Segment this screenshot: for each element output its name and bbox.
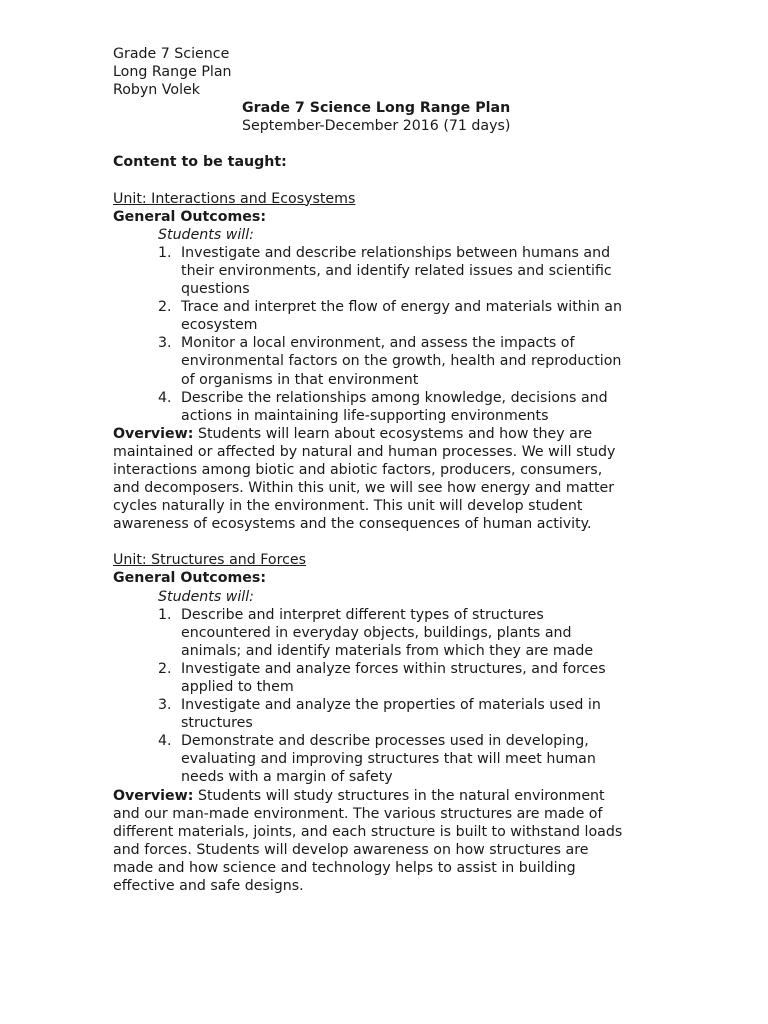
unit-title: Unit: Structures and Forces [113,552,307,569]
outcome-text-line: of organisms in that environment [181,371,419,388]
document-title: Grade 7 Science Long Range Plan [242,100,511,117]
header-author: Robyn Volek [113,82,200,99]
overview-label: Overview: [113,787,194,804]
outcome-item [113,732,658,786]
outcome-text-line: Demonstrate and describe processes used in developing, [181,733,589,750]
overview-text-line: effective and safe designs. [113,878,304,895]
header-course: Grade 7 Science [113,46,230,62]
document-subtitle: September-December 2016 (71 days) [242,118,511,135]
outcome-number: 2. [158,660,172,677]
overview-text-line: and decomposers. Within this unit, we will see how energy and matter [113,480,615,497]
outcome-text-line: applied to them [181,679,294,695]
outcome-text-line: their environments, and identify related issues and scientific [181,262,612,279]
overview-text-line: Students will learn about ecosystems and how they are [193,425,593,442]
header-plan: Long Range Plan [113,64,232,81]
overview-text-line: made and how science and technology helps to assist in building [113,859,576,876]
outcome-text-line: Describe and interpret different types of structures [181,606,544,623]
document-body [113,45,658,895]
overview-text-line: cycles naturally in the environment. This unit will develop student [113,498,583,515]
outcome-text-line: environmental factors on the growth, health and reproduction [181,353,622,370]
overview-text-line: maintained or affected by natural and human processes. We will study [113,443,616,460]
outcome-text-line: needs with a margin of safety [181,769,393,786]
overview-paragraph [113,787,658,896]
overview-text-line: interactions among biotic and abiotic factors, producers, consumers, [113,461,603,478]
outcomes-list [113,244,658,425]
outcome-number: 3. [158,697,172,714]
outcome-text-line: ecosystem [181,317,258,334]
students-will-label: Students will: [158,588,254,605]
general-outcomes-label: General Outcomes: [113,208,266,225]
overview-paragraph [113,425,658,534]
outcome-item [113,389,658,425]
outcome-item [113,606,658,660]
overview-text-line: Students will study structures in the natural environment [193,787,605,804]
outcome-number: 3. [158,335,172,352]
title-block [113,99,658,135]
outcome-number: 4. [158,733,172,750]
outcome-item [113,660,658,696]
overview-text-line: awareness of ecosystems and the consequences of human activity. [113,516,592,533]
outcome-number: 1. [158,606,172,623]
outcome-text-line: animals; and identify materials from which they are made [181,642,594,659]
outcome-text-line: encountered in everyday objects, buildings, plants and [181,624,572,641]
overview-label: Overview: [113,425,194,442]
outcome-item [113,334,658,388]
outcome-item [113,244,658,298]
unit-section [113,190,658,534]
outcome-text-line: evaluating and improving structures that will meet human [181,751,596,768]
outcome-text-line: actions in maintaining life-supporting environments [181,407,549,424]
outcome-number: 1. [158,244,172,261]
outcome-text-line: Monitor a local environment, and assess the impacts of [181,335,575,352]
overview-text-line: different materials, joints, and each structure is built to withstand loads [113,823,623,840]
outcome-number: 2. [158,299,172,316]
outcome-item [113,298,658,334]
outcome-text-line: Investigate and describe relationships between humans and [181,244,611,261]
outcome-text-line: structures [181,715,253,732]
overview-text-line: and our man-made environment. The various structures are made of [113,805,603,822]
author-header [113,45,658,99]
unit-title: Unit: Interactions and Ecosystems [113,190,356,207]
content-heading: Content to be taught: [113,154,287,171]
outcome-item [113,696,658,732]
outcome-number: 4. [158,389,172,406]
students-will-label: Students will: [158,226,254,243]
outcomes-list [113,606,658,787]
outcome-text-line: Describe the relationships among knowledge, decisions and [181,389,608,406]
general-outcomes-label: General Outcomes: [113,570,266,587]
outcome-text-line: Trace and interpret the flow of energy and materials within an [181,299,622,316]
outcome-text-line: Investigate and analyze the properties of materials used in [181,697,601,714]
overview-text-line: and forces. Students will develop awareness on how structures are [113,841,589,858]
outcome-text-line: Investigate and analyze forces within structures, and forces [181,660,606,677]
outcome-text-line: questions [181,281,250,298]
unit-section [113,551,658,895]
